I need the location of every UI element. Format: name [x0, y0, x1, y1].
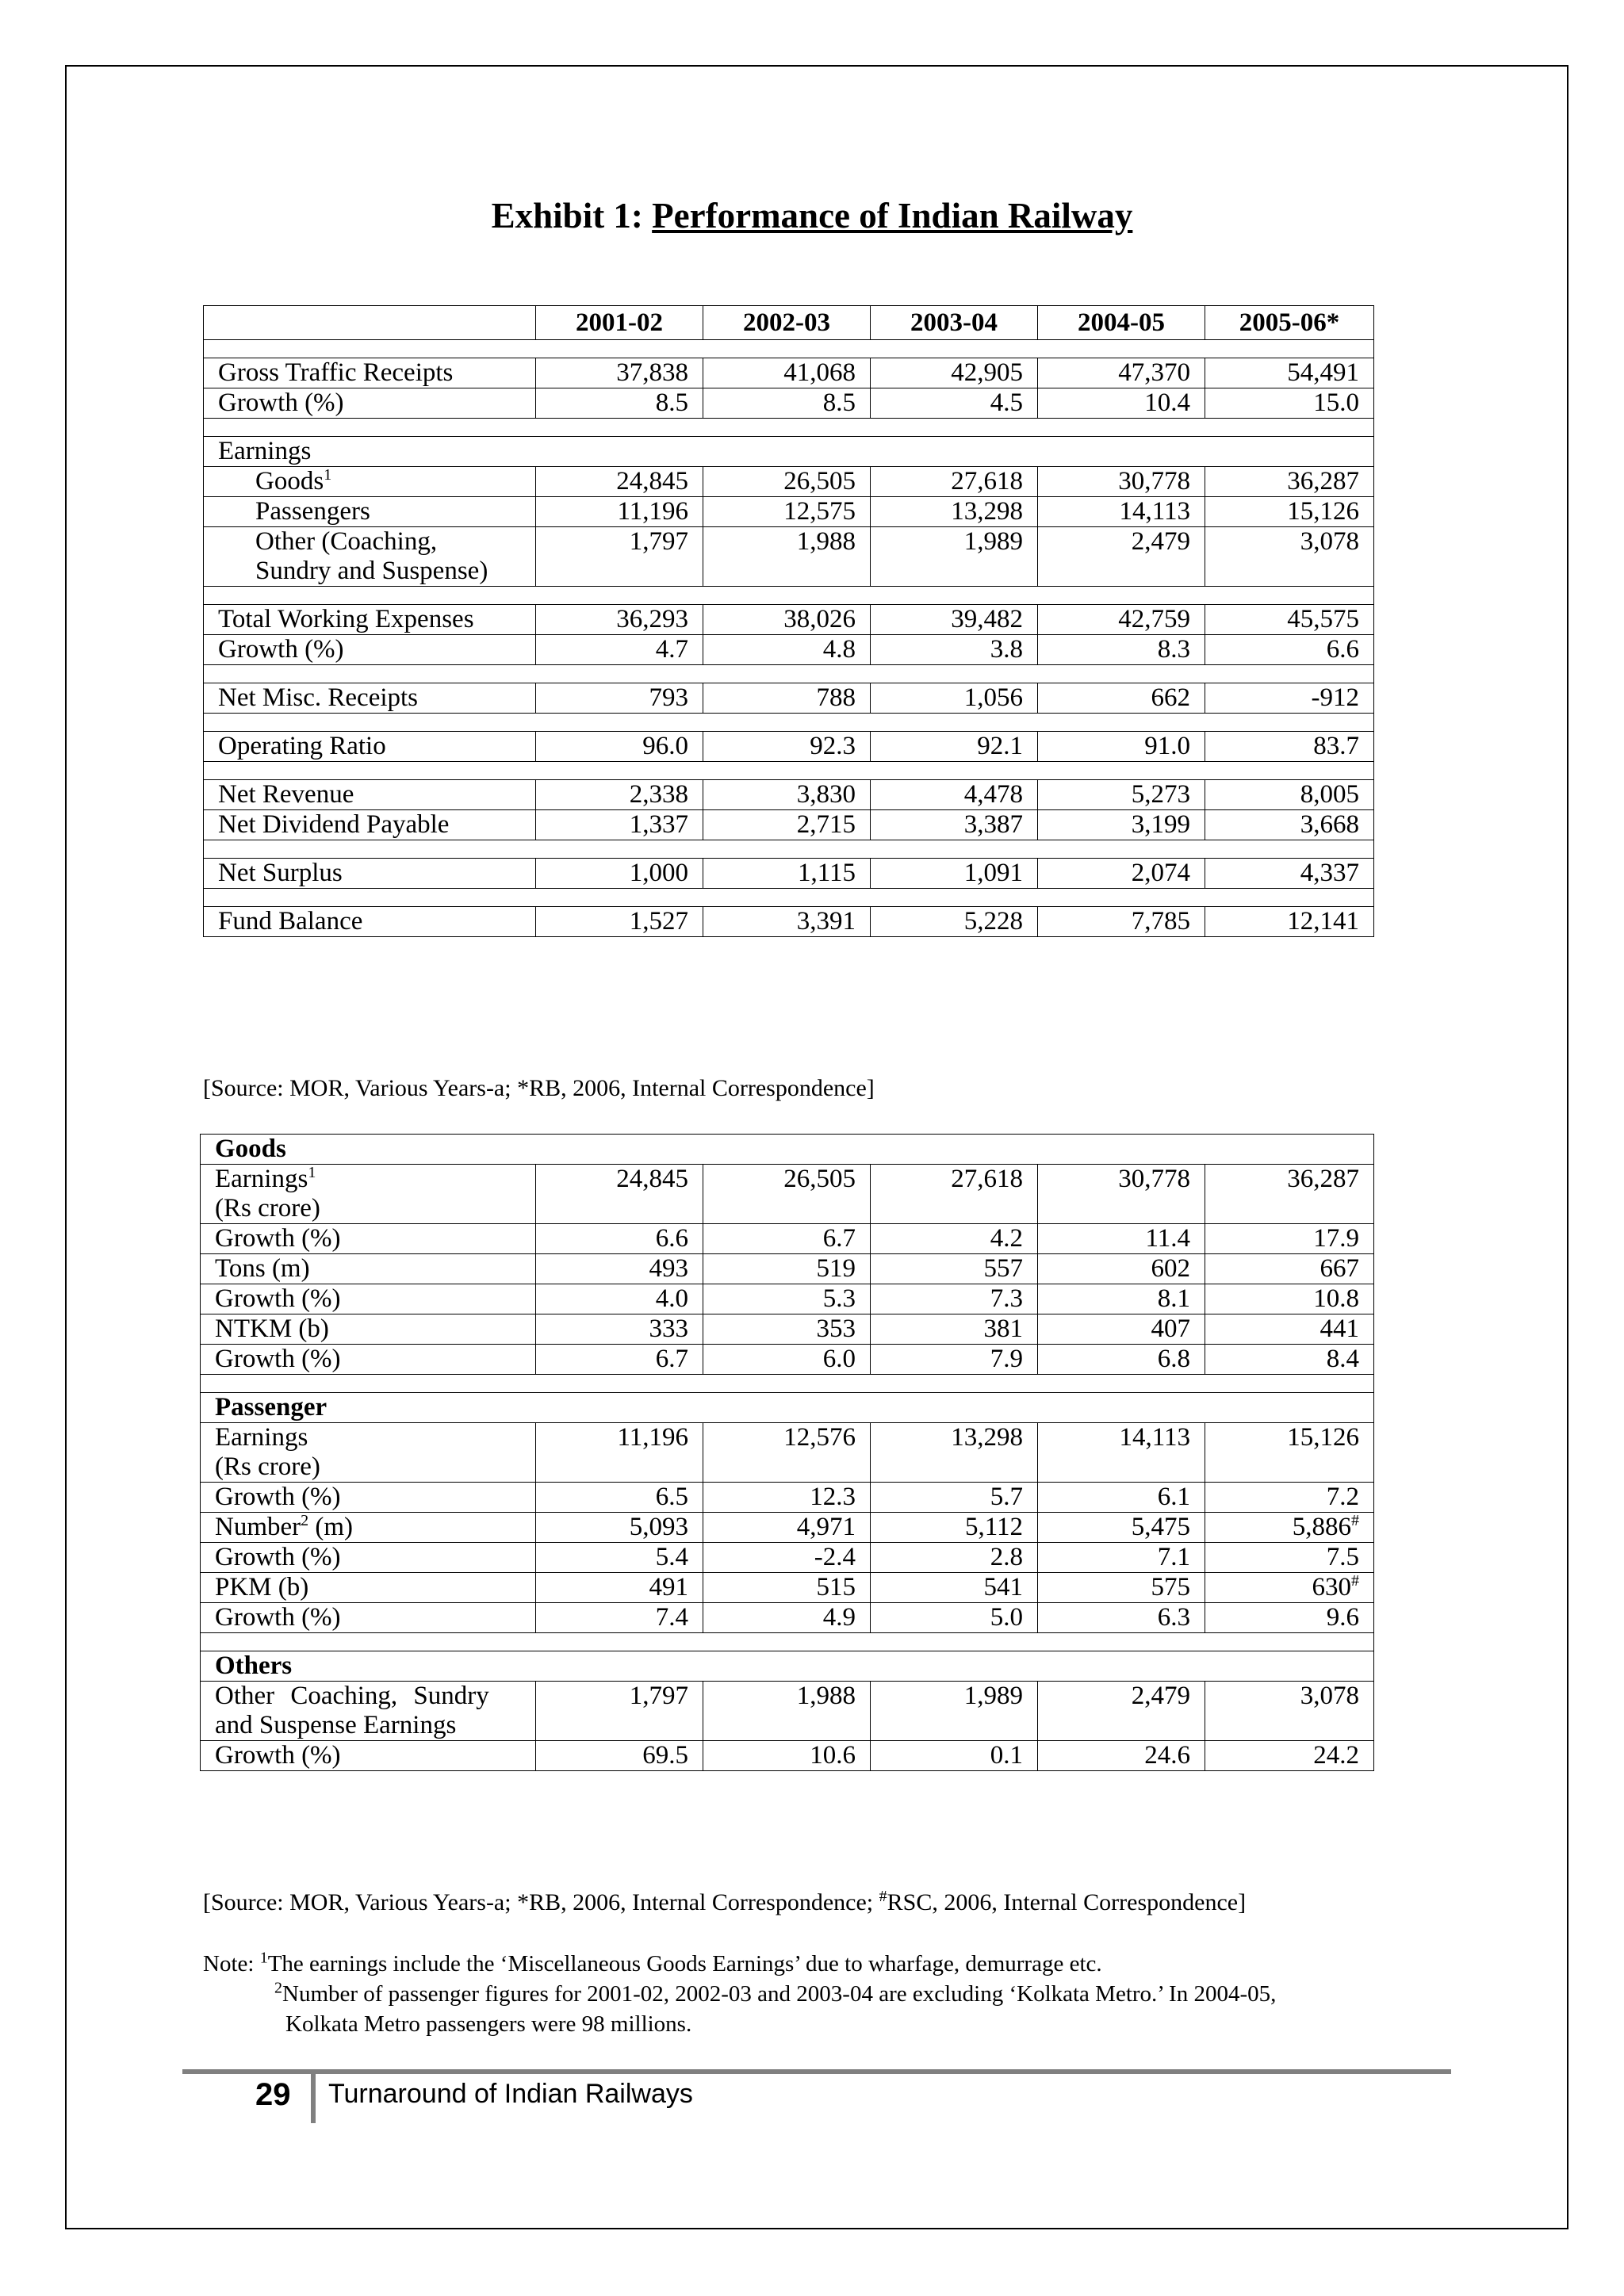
cell: 6.6 [1205, 635, 1374, 665]
cell: 38,026 [703, 605, 871, 635]
row-label: Operating Ratio [204, 732, 536, 762]
table-row [201, 1573, 1374, 1603]
row-label [201, 1682, 536, 1741]
cell: 1,000 [536, 859, 703, 889]
cell: 515 [703, 1573, 871, 1603]
table-row [201, 1483, 1374, 1513]
cell: 30,778 [1038, 467, 1205, 497]
spacer-row [204, 889, 1374, 907]
label-line: Earnings [215, 1165, 308, 1193]
cell: 575 [1038, 1573, 1205, 1603]
row-label: Total Working Expenses [204, 605, 536, 635]
table-row [204, 467, 1374, 497]
cell: 17.9 [1205, 1224, 1374, 1254]
cell: 24.6 [1038, 1741, 1205, 1771]
spacer-row [204, 340, 1374, 358]
cell: 11,196 [536, 1423, 703, 1483]
row-label: Passengers [204, 497, 536, 527]
cell [1205, 1513, 1374, 1543]
cell: 5,475 [1038, 1513, 1205, 1543]
cell: 407 [1038, 1314, 1205, 1345]
label-text: Goods [255, 467, 324, 496]
footnote-marker: # [1351, 1572, 1360, 1590]
cell: 6.6 [536, 1224, 703, 1254]
label-line: (Rs crore) [215, 1194, 320, 1223]
row-label: Net Revenue [204, 780, 536, 810]
cell: 2,479 [1038, 1682, 1205, 1741]
cell: 2,479 [1038, 527, 1205, 587]
footnote-marker: 1 [259, 1949, 268, 1967]
label-text: Number [215, 1513, 301, 1541]
cell: 7.1 [1038, 1543, 1205, 1573]
passenger-header: Passenger [201, 1393, 1374, 1423]
row-label [204, 467, 536, 497]
cell: 24,845 [536, 467, 703, 497]
cell: 5.7 [871, 1483, 1038, 1513]
cell: 2,715 [703, 810, 871, 840]
cell: 4.8 [703, 635, 871, 665]
table-row [201, 1314, 1374, 1345]
cell: 47,370 [1038, 358, 1205, 388]
year-header: 2001-02 [536, 306, 703, 340]
table-row [204, 388, 1374, 419]
note-2-continued: Kolkata Metro passengers were 98 millions. [285, 2011, 692, 2037]
cell: 353 [703, 1314, 871, 1345]
cell: 4,337 [1205, 859, 1374, 889]
source-text: RSC, 2006, Internal Correspondence] [887, 1889, 1247, 1915]
cell: 793 [536, 683, 703, 714]
row-label [204, 527, 536, 587]
cell: 667 [1205, 1254, 1374, 1284]
cell: 2,338 [536, 780, 703, 810]
year-header: 2004-05 [1038, 306, 1205, 340]
cell: 2,074 [1038, 859, 1205, 889]
spacer-row [204, 419, 1374, 437]
cell: 4.9 [703, 1603, 871, 1633]
table-row [201, 1741, 1374, 1771]
table-row [201, 1682, 1374, 1741]
cell: 3,391 [703, 907, 871, 937]
note-text: Number of passenger figures for 2001-02, 2002-03 and 2003-04 are excluding ‘Kolkata Metro.’ In 2004-05, [282, 1981, 1277, 2007]
cell: 6.7 [703, 1224, 871, 1254]
table-row [201, 1513, 1374, 1543]
table-row [201, 1224, 1374, 1254]
cell: 1,797 [536, 1682, 703, 1741]
cell: 24.2 [1205, 1741, 1374, 1771]
cell: 8.5 [703, 388, 871, 419]
label-line: and Suspense Earnings [215, 1711, 457, 1739]
footnote-marker: 2 [274, 1979, 282, 1997]
footnote-marker: 1 [324, 466, 332, 484]
cell: 2.8 [871, 1543, 1038, 1573]
table-row [204, 605, 1374, 635]
cell: 12,576 [703, 1423, 871, 1483]
row-label: Net Dividend Payable [204, 810, 536, 840]
traffic-table [200, 1134, 1374, 1771]
cell-value: 630 [1312, 1573, 1352, 1601]
row-label: Growth (%) [204, 388, 536, 419]
footnote-marker: 2 [301, 1512, 309, 1529]
cell: 96.0 [536, 732, 703, 762]
cell: 13,298 [871, 1423, 1038, 1483]
spacer-row [204, 762, 1374, 780]
cell: 381 [871, 1314, 1038, 1345]
cell: 5.3 [703, 1284, 871, 1314]
cell: 42,905 [871, 358, 1038, 388]
cell: 557 [871, 1254, 1038, 1284]
table-row [204, 527, 1374, 587]
cell: 5.4 [536, 1543, 703, 1573]
footer-rule [182, 2069, 1451, 2074]
row-label: Growth (%) [201, 1224, 536, 1254]
footer-divider [311, 2074, 316, 2123]
source-text: [Source: MOR, Various Years-a; *RB, 2006, Internal Correspondence; [203, 1889, 879, 1915]
exhibit-title [0, 195, 1624, 236]
cell: 92.1 [871, 732, 1038, 762]
cell: -912 [1205, 683, 1374, 714]
note-text: The earnings include the ‘Miscellaneous Goods Earnings’ due to wharfage, demurrage etc. [267, 1951, 1102, 1976]
cell: 14,113 [1038, 497, 1205, 527]
cell: 26,505 [703, 1165, 871, 1224]
footnote-marker: 1 [308, 1164, 316, 1181]
cell: -2.4 [703, 1543, 871, 1573]
cell: 788 [703, 683, 871, 714]
cell: 4.5 [871, 388, 1038, 419]
cell: 15,126 [1205, 1423, 1374, 1483]
cell: 92.3 [703, 732, 871, 762]
section-header [201, 1135, 1374, 1165]
table-row [204, 810, 1374, 840]
cell: 8.1 [1038, 1284, 1205, 1314]
cell: 1,091 [871, 859, 1038, 889]
cell: 1,056 [871, 683, 1038, 714]
label-text: (m) [308, 1513, 354, 1541]
table-row [201, 1423, 1374, 1483]
cell: 4.7 [536, 635, 703, 665]
cell: 5,093 [536, 1513, 703, 1543]
cell: 3,078 [1205, 527, 1374, 587]
cell: 4.0 [536, 1284, 703, 1314]
cell: 1,797 [536, 527, 703, 587]
cell-value: 5,886 [1292, 1513, 1352, 1541]
cell: 662 [1038, 683, 1205, 714]
table-row [201, 1284, 1374, 1314]
cell: 3,199 [1038, 810, 1205, 840]
row-label: NTKM (b) [201, 1314, 536, 1345]
section-header [201, 1651, 1374, 1682]
cell: 12.3 [703, 1483, 871, 1513]
footnote-marker: # [879, 1888, 887, 1905]
others-header: Others [201, 1651, 1374, 1682]
cell: 36,287 [1205, 467, 1374, 497]
cell: 6.7 [536, 1345, 703, 1375]
note-2 [274, 1979, 1276, 2009]
cell: 7,785 [1038, 907, 1205, 937]
section-header [201, 1393, 1374, 1423]
row-label [201, 1423, 536, 1483]
spacer-row [204, 840, 1374, 859]
cell: 7.3 [871, 1284, 1038, 1314]
cell: 6.0 [703, 1345, 871, 1375]
year-header: 2002-03 [703, 306, 871, 340]
label-line: Sundry and Suspense) [255, 557, 488, 585]
cell: 333 [536, 1314, 703, 1345]
performance-table [203, 305, 1374, 937]
spacer-row [204, 587, 1374, 605]
cell: 39,482 [871, 605, 1038, 635]
cell: 36,293 [536, 605, 703, 635]
label-line: Earnings [215, 1423, 308, 1452]
title-prefix: Exhibit 1: [491, 196, 653, 235]
row-label [201, 1165, 536, 1224]
cell: 54,491 [1205, 358, 1374, 388]
table-row [204, 780, 1374, 810]
cell: 7.5 [1205, 1543, 1374, 1573]
table-row [201, 1345, 1374, 1375]
cell: 602 [1038, 1254, 1205, 1284]
cell: 4.2 [871, 1224, 1038, 1254]
cell: 8.5 [536, 388, 703, 419]
cell: 24,845 [536, 1165, 703, 1224]
cell: 7.4 [536, 1603, 703, 1633]
note-1 [203, 1949, 1102, 1979]
row-label: Net Surplus [204, 859, 536, 889]
row-label: Growth (%) [204, 635, 536, 665]
cell: 1,115 [703, 859, 871, 889]
row-label: Growth (%) [201, 1543, 536, 1573]
cell: 3,668 [1205, 810, 1374, 840]
cell: 8.3 [1038, 635, 1205, 665]
cell: 5,228 [871, 907, 1038, 937]
cell: 41,068 [703, 358, 871, 388]
cell: 7.9 [871, 1345, 1038, 1375]
cell: 10.4 [1038, 388, 1205, 419]
cell: 491 [536, 1573, 703, 1603]
cell: 69.5 [536, 1741, 703, 1771]
page-number: 29 [255, 2077, 291, 2112]
cell: 36,287 [1205, 1165, 1374, 1224]
cell: 1,988 [703, 527, 871, 587]
row-label [201, 1513, 536, 1543]
cell: 3,387 [871, 810, 1038, 840]
row-label: Tons (m) [201, 1254, 536, 1284]
table-row [204, 732, 1374, 762]
cell: 519 [703, 1254, 871, 1284]
row-label: Growth (%) [201, 1603, 536, 1633]
table-row [201, 1254, 1374, 1284]
cell: 3.8 [871, 635, 1038, 665]
footer-title: Turnaround of Indian Railways [328, 2079, 693, 2109]
cell: 10.8 [1205, 1284, 1374, 1314]
cell: 1,527 [536, 907, 703, 937]
row-label: Growth (%) [201, 1284, 536, 1314]
cell: 12,575 [703, 497, 871, 527]
table-row [204, 907, 1374, 937]
cell: 10.6 [703, 1741, 871, 1771]
table-row [204, 358, 1374, 388]
note-prefix: Note: [203, 1951, 260, 1976]
cell: 1,988 [703, 1682, 871, 1741]
cell: 11,196 [536, 497, 703, 527]
row-label: Growth (%) [201, 1345, 536, 1375]
cell: 15.0 [1205, 388, 1374, 419]
cell: 1,337 [536, 810, 703, 840]
row-label: PKM (b) [201, 1573, 536, 1603]
header-row [204, 306, 1374, 340]
row-label: Growth (%) [201, 1741, 536, 1771]
cell: 8,005 [1205, 780, 1374, 810]
cell: 27,618 [871, 467, 1038, 497]
cell: 6.5 [536, 1483, 703, 1513]
cell: 493 [536, 1254, 703, 1284]
spacer-row [201, 1375, 1374, 1393]
cell: 12,141 [1205, 907, 1374, 937]
cell: 26,505 [703, 467, 871, 497]
cell: 1,989 [871, 1682, 1038, 1741]
cell: 1,989 [871, 527, 1038, 587]
cell: 4,478 [871, 780, 1038, 810]
cell: 6.1 [1038, 1483, 1205, 1513]
title-main: Performance of Indian Railway [652, 196, 1133, 235]
cell: 541 [871, 1573, 1038, 1603]
goods-header: Goods [201, 1135, 1374, 1165]
cell: 11.4 [1038, 1224, 1205, 1254]
row-label: Fund Balance [204, 907, 536, 937]
cell: 6.3 [1038, 1603, 1205, 1633]
row-label: Growth (%) [201, 1483, 536, 1513]
table-row [204, 859, 1374, 889]
cell: 27,618 [871, 1165, 1038, 1224]
cell: 15,126 [1205, 497, 1374, 527]
source-note-2 [203, 1889, 1246, 1916]
cell: 9.6 [1205, 1603, 1374, 1633]
cell: 6.8 [1038, 1345, 1205, 1375]
row-label: Gross Traffic Receipts [204, 358, 536, 388]
cell [1205, 1573, 1374, 1603]
label-line: (Rs crore) [215, 1452, 320, 1481]
spacer-row [204, 665, 1374, 683]
cell: 37,838 [536, 358, 703, 388]
cell: 3,078 [1205, 1682, 1374, 1741]
cell: 0.1 [871, 1741, 1038, 1771]
table-row [204, 437, 1374, 467]
cell: 42,759 [1038, 605, 1205, 635]
cell: 3,830 [703, 780, 871, 810]
header-empty [204, 306, 536, 340]
cell: 91.0 [1038, 732, 1205, 762]
cell: 5,112 [871, 1513, 1038, 1543]
table-row [204, 635, 1374, 665]
cell: 7.2 [1205, 1483, 1374, 1513]
cell: 83.7 [1205, 732, 1374, 762]
cell: 4,971 [703, 1513, 871, 1543]
table-row [201, 1543, 1374, 1573]
row-label: Net Misc. Receipts [204, 683, 536, 714]
source-note-1: [Source: MOR, Various Years-a; *RB, 2006, Internal Correspondence] [203, 1075, 875, 1101]
cell: 8.4 [1205, 1345, 1374, 1375]
table-row [204, 497, 1374, 527]
label-line: Other Coaching, Sundry [215, 1682, 489, 1710]
spacer-row [201, 1633, 1374, 1651]
earnings-label: Earnings [204, 437, 1374, 467]
table-row [201, 1165, 1374, 1224]
table-row [201, 1603, 1374, 1633]
label-line: Other (Coaching, [255, 527, 438, 556]
year-header: 2005-06* [1205, 306, 1374, 340]
cell: 5,273 [1038, 780, 1205, 810]
table-row [204, 683, 1374, 714]
cell: 441 [1205, 1314, 1374, 1345]
cell: 14,113 [1038, 1423, 1205, 1483]
cell: 13,298 [871, 497, 1038, 527]
cell: 30,778 [1038, 1165, 1205, 1224]
footnote-marker: # [1351, 1512, 1360, 1529]
spacer-row [204, 714, 1374, 732]
year-header: 2003-04 [871, 306, 1038, 340]
cell: 45,575 [1205, 605, 1374, 635]
cell: 5.0 [871, 1603, 1038, 1633]
